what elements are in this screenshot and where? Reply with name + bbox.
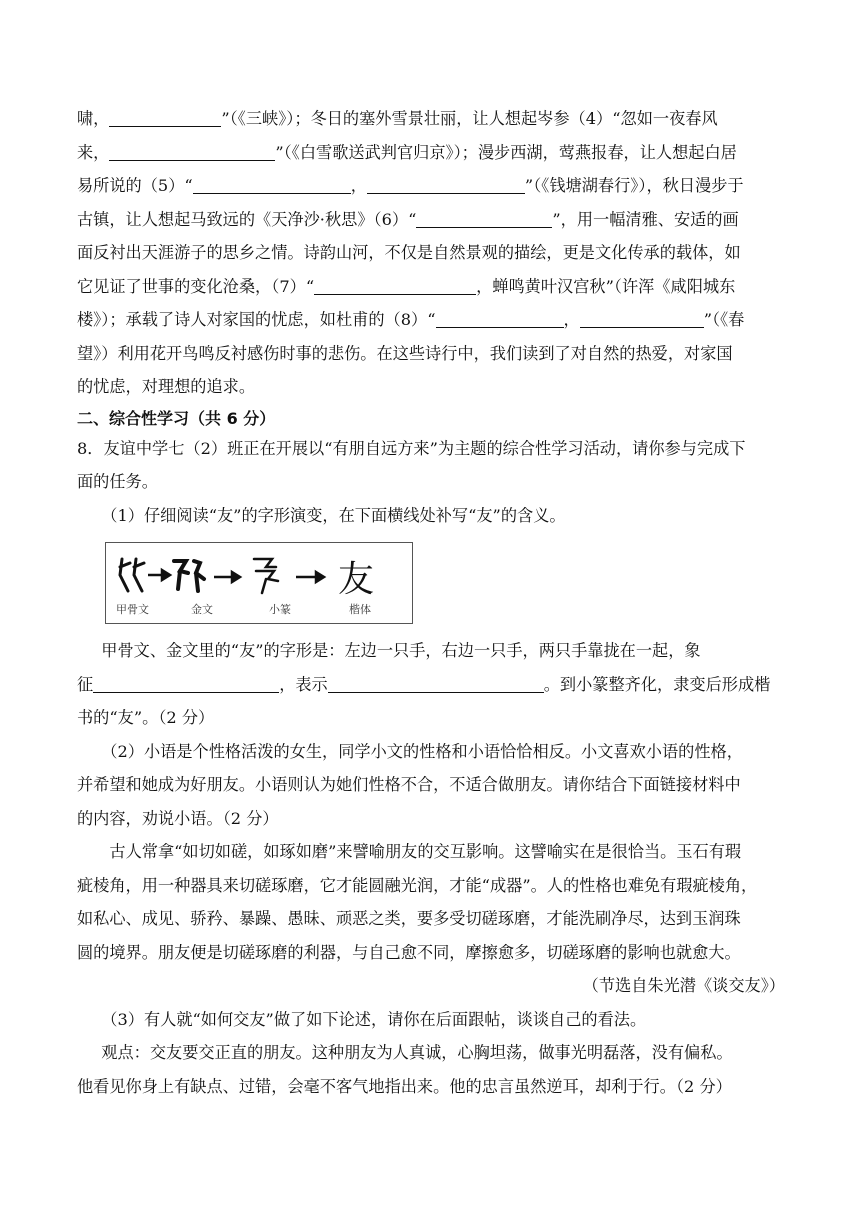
text: ”，用一幅清雅、安适的画: [552, 209, 739, 229]
answer-blank-8b[interactable]: [580, 309, 704, 328]
answer-blank-8a[interactable]: [436, 309, 564, 328]
viewpoint-text-cont: 他看见你身上有缺点、过错，会毫不客气地指出来。他的忠言虽然逆耳，却利于行。（2 分）: [77, 1076, 732, 1096]
task-1-text: 甲骨文、金文里的“友”的字形是：左边一只手，右边一只手，两只手靠拢在一起，象: [101, 641, 701, 660]
answer-blank-5b[interactable]: [367, 175, 525, 194]
text: 。到小篆整齐化，隶变后形成楷: [543, 674, 771, 694]
answer-blank-meaning[interactable]: [328, 674, 544, 693]
material-paragraph-2: 疵棱角，用一种器具来切磋琢磨，它才能圆融光润，才能“成器”。人的性格也难免有瑕疵棱角，: [77, 875, 758, 895]
text: 来，: [77, 142, 110, 162]
poem-line-6: [77, 270, 785, 304]
poem-line-9: 的忧虑，对理想的追求。: [77, 377, 256, 396]
question-8-stem: 8．友谊中学七（2）班正在开展以“有朋自远方来”为主题的综合性学习活动，请你参与完成下: [77, 438, 746, 458]
material-paragraph-4: 圆的境界。朋友便是切磋琢磨的利器，与自己愈不同，摩擦愈多，切磋琢磨的影响也就愈大。: [77, 942, 741, 962]
arrow-icon: [296, 572, 324, 582]
poem-line-8: 望》）利用花开鸟鸣反衬感伤时事的悲伤。在这些诗行中，我们读到了对自然的热爱，对家国: [77, 343, 733, 363]
material-paragraph-3: 如私心、成见、骄矜、暴躁、愚昧、顽恶之类，要多受切磋琢磨，才能洗刷净尽，达到玉润珠: [77, 909, 741, 928]
text: 征: [77, 674, 94, 694]
text: 啸，: [77, 109, 110, 128]
answer-blank-6[interactable]: [416, 209, 552, 228]
document-page: [77, 102, 785, 1103]
text: ”（《白雪歌送武判官归京》）；漫步西湖，莺燕报春，让人想起白居: [275, 142, 737, 162]
small-seal-glyph: [254, 559, 278, 593]
material-source: （节选自朱光潜《谈交友》）: [582, 976, 785, 995]
poem-line-1: [77, 102, 785, 136]
text: ”（《三峡》）；冬日的塞外雪景壮丽，让人想起岑参（4）“忽如一夜春风: [221, 109, 718, 128]
character-evolution-figure: [105, 542, 413, 624]
glyph-evolution-drawing: [116, 553, 402, 597]
text: 它见证了世事的变化沧桑，（7）“: [77, 276, 315, 296]
oracle-bone-glyph: [120, 559, 144, 591]
section-heading: 二、综合性学习（共 6 分）: [77, 408, 276, 428]
answer-blank-4[interactable]: [109, 142, 275, 161]
arrow-icon: [214, 572, 240, 582]
text: ，: [350, 176, 367, 195]
caption-bronze: 金文: [191, 603, 213, 616]
task-1-prompt: （1）仔细阅读“友”的字形演变，在下面横线处补写“友”的含义。: [101, 505, 566, 525]
text: ”（《春: [703, 310, 745, 329]
answer-blank-3[interactable]: [109, 108, 221, 127]
material-paragraph: 古人常拿“如切如磋，如琢如磨”来譬喻朋友的交互影响。这譬喻实在是很恰当。玉石有瑕: [109, 842, 742, 861]
task-2-prompt-end: 的内容，劝说小语。（2 分）: [77, 808, 279, 828]
poem-line-4: [77, 203, 785, 237]
text: 易所说的（5）“: [77, 176, 193, 195]
text: 古镇，让人想起马致远的《天净沙·秋思》（6）“: [77, 209, 417, 229]
kaishu-glyph: 友: [338, 559, 375, 597]
text: 楼》）；承载了诗人对家国的忧虑，如杜甫的（8）“: [77, 310, 436, 329]
poem-line-5: 面反衬出天涯游子的思乡之情。诗韵山河，不仅是自然景观的描绘，更是文化传承的载体，如: [77, 243, 741, 262]
question-8-stem-cont: 面的任务。: [77, 472, 158, 491]
text: ，表示: [279, 674, 328, 694]
text: ”（《钱塘湖春行》），秋日漫步于: [524, 176, 744, 195]
task-1-text-end: 书的“友”。（2 分）: [77, 708, 215, 727]
task-1-text-blanks: [77, 668, 785, 702]
answer-blank-7[interactable]: [314, 276, 476, 295]
poem-line-2: [77, 136, 785, 170]
caption-oracle: 甲骨文: [116, 603, 149, 616]
arrow-icon: [148, 570, 170, 580]
text: ，: [563, 310, 580, 329]
task-2-prompt: （2）小语是个性格活泼的女生，同学小文的性格和小语恰恰相反。小文喜欢小语的性格，: [101, 741, 743, 761]
bronze-glyph: [174, 561, 204, 591]
task-2-prompt-cont: 并希望和她成为好朋友。小语则认为她们性格不合，不适合做朋友。请你结合下面链接材料中: [77, 775, 741, 794]
poem-line-7: [77, 303, 785, 337]
caption-kaishu: 楷体: [349, 603, 371, 616]
answer-blank-symbol[interactable]: [93, 674, 279, 693]
poem-line-3: [77, 169, 785, 203]
caption-seal: 小篆: [269, 603, 291, 616]
text: ，蝉鸣黄叶汉宫秋”（许浑《咸阳城东: [476, 276, 736, 296]
task-3-prompt: （3）有人就“如何交友”做了如下论述，请你在后面跟帖，谈谈自己的看法。: [101, 1009, 647, 1029]
answer-blank-5a[interactable]: [193, 175, 351, 194]
viewpoint-text: 观点：交友要交正直的朋友。这种朋友为人真诚，心胸坦荡，做事光明磊落，没有偏私。: [101, 1043, 733, 1062]
